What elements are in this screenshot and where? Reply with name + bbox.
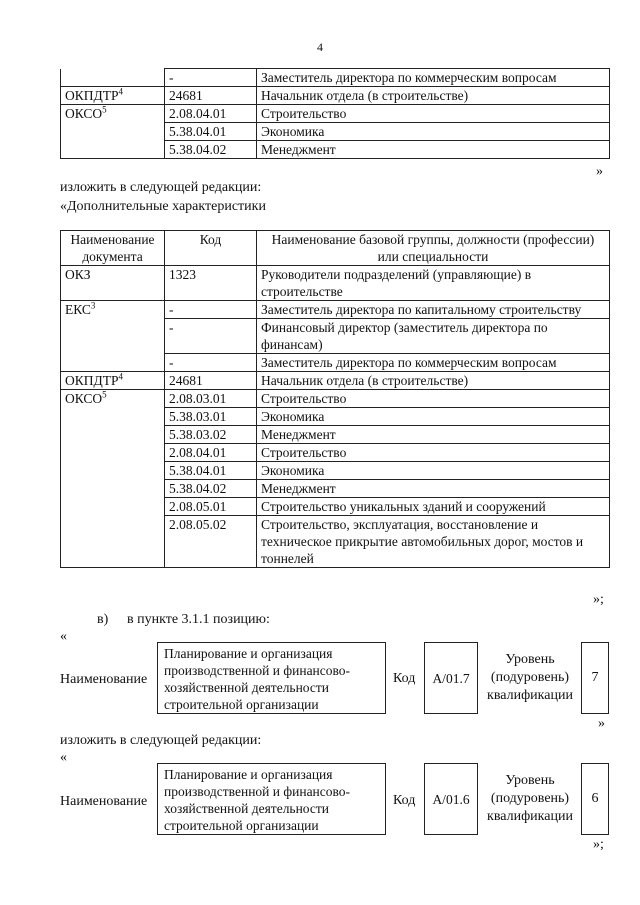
open-quote: « (60, 629, 67, 644)
instruction-text: изложить в следующей редакции: (60, 180, 262, 195)
close-quote: »; (593, 837, 604, 852)
table-row (61, 105, 610, 123)
name-cell: Строительство (257, 105, 610, 123)
close-quote: » (596, 164, 603, 179)
code-cell: 2.08.03.01 (165, 390, 257, 408)
code-cell: - (165, 69, 257, 87)
open-quote: « (60, 750, 67, 765)
name-cell: Экономика (257, 462, 610, 480)
code-cell: - (165, 354, 257, 372)
code-cell: 5.38.03.02 (165, 426, 257, 444)
table-header-row (61, 231, 610, 266)
table-row (61, 87, 610, 105)
page-number: 4 (317, 40, 323, 54)
name-label: Наименование (60, 794, 148, 809)
code-cell: 5.38.04.02 (165, 480, 257, 498)
level-label: Уровень (подуровень) квалификации (487, 652, 573, 703)
close-quote: »; (593, 592, 604, 607)
name-cell: Менеджмент (257, 141, 610, 159)
close-quote: » (598, 716, 605, 731)
doc-cell: ЕКС$^3$ (61, 301, 165, 372)
level-box: 7 (581, 642, 609, 714)
name-cell: Заместитель директора по коммерческим вопросам (257, 69, 610, 87)
code-box: A/01.7 (424, 642, 478, 714)
code-cell: 2.08.05.02 (165, 516, 257, 568)
code-cell: 2.08.04.01 (165, 444, 257, 462)
main-table (60, 230, 610, 568)
name-cell: Экономика (257, 408, 610, 426)
code-cell: 1323 (165, 266, 257, 301)
instruction-text: изложить в следующей редакции: (60, 733, 262, 748)
table-row (61, 301, 610, 319)
name-cell: Начальник отдела (в строительстве) (257, 87, 610, 105)
code-cell: 24681 (165, 372, 257, 390)
table-row (61, 266, 610, 301)
name-cell: Строительство (257, 390, 610, 408)
name-cell: Строительство уникальных зданий и сооружений (257, 498, 610, 516)
name-cell: Строительство (257, 444, 610, 462)
table-row (61, 372, 610, 390)
header-name: Наименование базовой группы, должности (профессии) или специальности (257, 231, 610, 266)
doc-cell: ОКСО$^5$ (61, 105, 165, 159)
name-label: Наименование (60, 672, 148, 687)
item-letter: в) (97, 612, 109, 627)
code-cell: - (165, 319, 257, 354)
doc-cell: ОКПДТР$^4$ (61, 87, 165, 105)
level-label: Уровень (подуровень) квалификации (487, 773, 573, 824)
name-cell: Менеджмент (257, 480, 610, 498)
table-row (61, 390, 610, 408)
doc-cell: ОКЗ (61, 266, 165, 301)
name-box: Планирование и организация производственной и финансово-хозяйственной деятельности строительной организации (157, 642, 386, 714)
item-text: в пункте 3.1.1 позицию: (127, 612, 270, 627)
name-cell: Финансовый директор (заместитель директора по финансам) (257, 319, 610, 354)
code-cell: 2.08.05.01 (165, 498, 257, 516)
name-box: Планирование и организация производственной и финансово-хозяйственной деятельности строительной организации (157, 763, 386, 835)
code-label: Код (393, 793, 416, 808)
level-box: 6 (581, 763, 609, 835)
name-cell: Менеджмент (257, 426, 610, 444)
code-box: A/01.6 (424, 763, 478, 835)
name-cell: Заместитель директора по коммерческим вопросам (257, 354, 610, 372)
name-cell: Строительство, эксплуатация, восстановление и техническое прикрытие автомобильных дорог, мостов и тоннелей (257, 516, 610, 568)
table-row (61, 69, 610, 87)
code-cell: 5.38.04.01 (165, 123, 257, 141)
code-cell: 24681 (165, 87, 257, 105)
code-label: Код (393, 671, 416, 686)
name-cell: Заместитель директора по капитальному строительству (257, 301, 610, 319)
header-code: Код (165, 231, 257, 266)
name-cell: Начальник отдела (в строительстве) (257, 372, 610, 390)
doc-cell: ОКПДТР$^4$ (61, 372, 165, 390)
header-doc: Наименование документа (61, 231, 165, 266)
name-cell: Руководители подразделений (управляющие) в строительстве (257, 266, 610, 301)
code-cell: 5.38.04.01 (165, 462, 257, 480)
top-table (60, 68, 610, 159)
section-title: «Дополнительные характеристики (60, 199, 266, 214)
code-cell: 5.38.04.02 (165, 141, 257, 159)
name-cell: Экономика (257, 123, 610, 141)
code-cell: - (165, 301, 257, 319)
code-cell: 5.38.03.01 (165, 408, 257, 426)
code-cell: 2.08.04.01 (165, 105, 257, 123)
doc-cell: ОКСО$^5$ (61, 390, 165, 568)
